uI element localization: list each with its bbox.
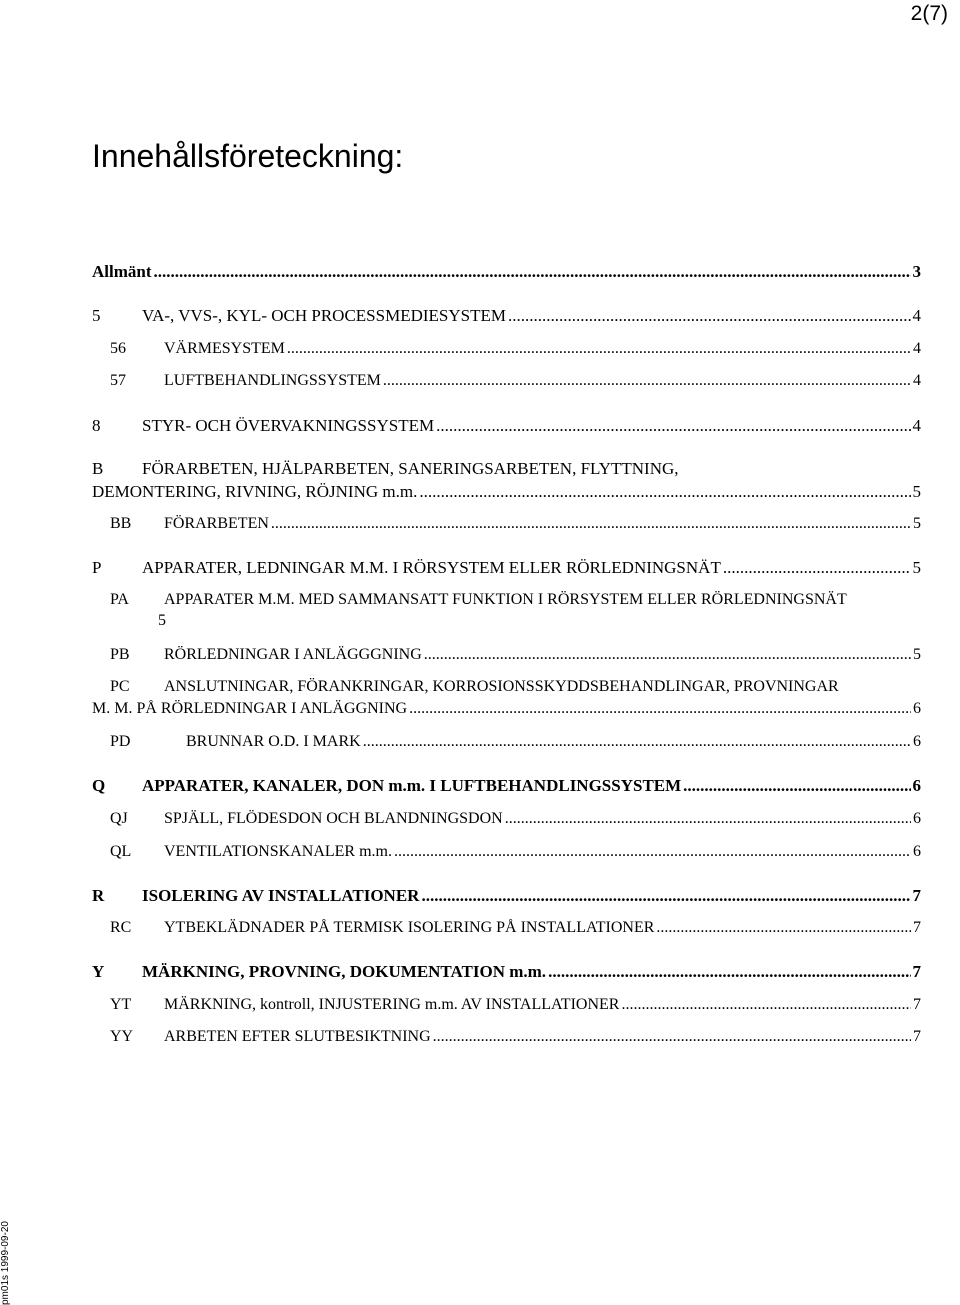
toc-entry-text: LUFTBEHANDLINGSSYSTEM	[164, 372, 381, 389]
toc-entry-pc-continuation[interactable]	[92, 700, 921, 718]
toc-entry-r[interactable]	[92, 886, 921, 906]
toc-entry-page: 4	[913, 372, 921, 389]
toc-leader-dots	[621, 996, 911, 1014]
toc-leader-dots	[424, 646, 911, 664]
toc-entry-page: 5	[158, 612, 166, 629]
toc-entry-text: APPARATER, LEDNINGAR M.M. I RÖRSYSTEM ELLER RÖRLEDNINGSNÄT	[142, 558, 721, 577]
toc-entry-text: ISOLERING AV INSTALLATIONER	[142, 886, 420, 905]
toc-entry-text-continued: M. M. PÅ RÖRLEDNINGAR I ANLÄGGNING	[92, 700, 408, 717]
toc-entry-5[interactable]	[92, 306, 921, 326]
toc-leader-dots	[409, 700, 911, 718]
toc-entry-page: 4	[912, 306, 921, 325]
toc-entry-text: YTBEKLÄDNADER PÅ TERMISK ISOLERING PÅ INSTALLATIONER	[164, 919, 655, 936]
toc-leader-dots	[394, 843, 911, 861]
toc-entry-number: Y	[92, 962, 105, 981]
toc-entry-q[interactable]	[92, 776, 921, 796]
toc-entry-56[interactable]	[92, 340, 921, 358]
toc-leader-dots	[505, 810, 911, 828]
toc-entry-text: SPJÄLL, FLÖDESDON OCH BLANDNINGSDON	[164, 810, 503, 827]
toc-entry-number: PD	[110, 733, 131, 750]
toc-entry-number: PC	[110, 678, 130, 695]
page-number: 2(7)	[910, 2, 948, 25]
toc-entry-page: 5	[913, 515, 921, 532]
toc-entry-pa[interactable]	[92, 591, 921, 609]
toc-leader-dots	[287, 340, 911, 358]
toc-entry-page: 6	[913, 733, 921, 750]
toc-entry-number: B	[92, 459, 104, 478]
toc-leader-dots	[656, 919, 911, 937]
toc-entry-rc[interactable]	[92, 919, 921, 937]
toc-entry-text: RÖRLEDNINGAR I ANLÄGGGNING	[164, 646, 422, 663]
toc-leader-dots	[548, 962, 910, 982]
toc-entry-number: PA	[110, 591, 129, 608]
toc-leader-dots	[683, 776, 910, 796]
toc-entry-b[interactable]	[92, 459, 921, 479]
toc-entry-number: QL	[110, 843, 132, 860]
toc-leader-dots	[271, 515, 911, 533]
toc-entry-ql[interactable]	[92, 843, 921, 861]
toc-entry-number: PB	[110, 646, 130, 663]
toc-entry-page: 5	[912, 558, 921, 577]
toc-leader-dots	[508, 306, 911, 326]
toc-leader-dots	[436, 416, 910, 436]
toc-entry-page: 3	[912, 262, 921, 281]
toc-entry-text: MÄRKNING, PROVNING, DOKUMENTATION m.m.	[142, 962, 547, 981]
toc-entry-text: VÄRMESYSTEM	[164, 340, 285, 357]
toc-entry-pb[interactable]	[92, 646, 921, 664]
toc-entry-page: 4	[912, 416, 921, 435]
toc-entry-page: 6	[912, 776, 921, 795]
toc-leader-dots	[154, 262, 911, 282]
toc-entry-number: P	[92, 558, 102, 577]
toc-leader-dots	[383, 372, 911, 390]
toc-entry-page: 4	[913, 340, 921, 357]
toc-leader-dots	[723, 558, 911, 578]
toc-entry-pd[interactable]	[92, 733, 921, 751]
toc-entry-number: RC	[110, 919, 132, 936]
toc-entry-number: 8	[92, 416, 101, 435]
toc-entry-text: ARBETEN EFTER SLUTBESIKTNING	[164, 1028, 431, 1045]
toc-entry-page: 6	[913, 810, 921, 827]
toc-entry-b-continuation[interactable]	[92, 482, 921, 502]
toc-entry-pc[interactable]	[92, 678, 921, 696]
toc-entry-page: 5	[912, 482, 921, 501]
toc-entry-page: 7	[913, 996, 921, 1013]
toc-entry-yy[interactable]	[92, 1028, 921, 1046]
toc-entry-text: VA-, VVS-, KYL- OCH PROCESSMEDIESYSTEM	[142, 306, 506, 325]
toc-entry-text: APPARATER, KANALER, DON m.m. I LUFTBEHANDLINGSSYSTEM	[142, 776, 682, 795]
toc-entry-page: 6	[913, 700, 921, 717]
toc-entry-57[interactable]	[92, 372, 921, 390]
toc-entry-page: 5	[913, 646, 921, 663]
toc-leader-dots	[421, 886, 910, 906]
toc-entry-text: FÖRARBETEN	[164, 515, 269, 532]
toc-entry-number: QJ	[110, 810, 128, 827]
toc-entry-bb[interactable]	[92, 515, 921, 533]
toc-entry-text: Allmänt	[92, 262, 152, 281]
toc-entry-number: 56	[110, 340, 126, 357]
toc-entry-text: STYR- OCH ÖVERVAKNINGSSYSTEM	[142, 416, 435, 435]
toc-entry-text: APPARATER M.M. MED SAMMANSATT FUNKTION I RÖRSYSTEM ELLER RÖRLEDNINGSNÄT	[164, 591, 847, 608]
toc-entry-8[interactable]	[92, 416, 921, 436]
toc-entry-page: 7	[912, 962, 921, 981]
toc-entry-text: ANSLUTNINGAR, FÖRANKRINGAR, KORROSIONSSKYDDSBEHANDLINGAR, PROVNINGAR	[164, 678, 839, 695]
toc-entry-number: 57	[110, 372, 126, 389]
toc-entry-text: BRUNNAR O.D. I MARK	[186, 733, 361, 750]
toc-entry-number: Q	[92, 776, 106, 795]
toc-entry-page: 7	[912, 886, 921, 905]
page-title: Innehållsföreteckning:	[92, 138, 404, 174]
toc-entry-number: BB	[110, 515, 132, 532]
toc-entry-yt[interactable]	[92, 996, 921, 1014]
toc-leader-dots	[363, 733, 911, 751]
toc-leader-dots	[433, 1028, 911, 1046]
toc-entry-text: MÄRKNING, kontroll, INJUSTERING m.m. AV INSTALLATIONER	[164, 996, 620, 1013]
document-code-note: pm01s 1999-09-20	[0, 1221, 11, 1305]
toc-entry-text: FÖRARBETEN, HJÄLPARBETEN, SANERINGSARBETEN, FLYTTNING,	[142, 459, 679, 478]
toc-leader-dots	[419, 482, 910, 502]
toc-entry-number: R	[92, 886, 105, 905]
toc-entry-page: 6	[913, 843, 921, 860]
toc-entry-qj[interactable]	[92, 810, 921, 828]
toc-entry-text-continued: DEMONTERING, RIVNING, RÖJNING m.m.	[92, 482, 418, 501]
toc-entry-page: 7	[913, 1028, 921, 1045]
toc-entry-number: YY	[110, 1028, 134, 1045]
toc-entry-number: YT	[110, 996, 132, 1013]
toc-entry-allmant[interactable]	[92, 262, 921, 282]
toc-entry-page: 7	[913, 919, 921, 936]
toc-entry-y[interactable]	[92, 962, 921, 982]
toc-entry-text: VENTILATIONSKANALER m.m.	[164, 843, 392, 860]
toc-entry-number: 5	[92, 306, 101, 325]
toc-entry-p[interactable]	[92, 558, 921, 578]
